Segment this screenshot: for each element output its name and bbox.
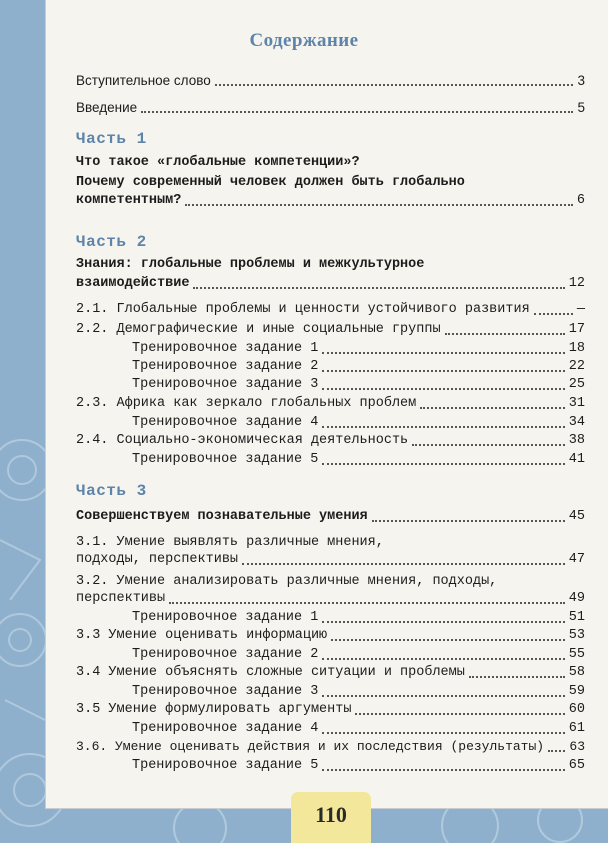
toc-entry-3-2[interactable]: [76, 590, 585, 607]
section-3-2-line-1: 3.2. Умение анализировать различные мнения, подходы,: [76, 574, 498, 589]
entry-page: —: [576, 302, 585, 317]
dot-leader: [193, 287, 564, 289]
entry-page: 61: [568, 721, 585, 736]
toc-entry-2-task-5[interactable]: [132, 451, 585, 468]
part-2-heading: Часть 2: [76, 233, 147, 251]
entry-title: 3.3 Умение оценивать информацию: [76, 628, 328, 643]
entry-title: Тренировочное задание 3: [132, 377, 319, 392]
entry-title: Тренировочное задание 3: [132, 684, 319, 699]
dot-leader: [412, 444, 565, 446]
dot-leader: [548, 750, 565, 752]
entry-page: 65: [568, 758, 585, 773]
entry-title: 2.4. Социально-экономическая деятельность: [76, 433, 409, 448]
entry-page: 18: [568, 341, 585, 356]
entry-title: Тренировочное задание 1: [132, 341, 319, 356]
entry-page: 3: [577, 73, 585, 88]
entry-page: 6: [576, 193, 585, 208]
toc-entry-2-2[interactable]: [76, 321, 585, 338]
entry-title: Тренировочное задание 5: [132, 452, 319, 467]
entry-page: 51: [568, 610, 585, 625]
page-number: 110: [315, 802, 347, 827]
dot-leader: [215, 84, 574, 86]
entry-page: 38: [568, 433, 585, 448]
dot-leader: [322, 463, 564, 465]
page-title: Содержание: [249, 30, 359, 51]
entry-title: 3.4 Умение объяснять сложные ситуации и проблемы: [76, 665, 465, 680]
dot-leader: [372, 520, 565, 522]
entry-title: Тренировочное задание 1: [132, 610, 319, 625]
entry-title: подходы, перспективы: [76, 552, 239, 567]
toc-entry-3-task-4[interactable]: [132, 720, 585, 737]
toc-entry-part-2-main[interactable]: [76, 275, 585, 292]
part-3-heading: Часть 3: [76, 482, 147, 500]
entry-page: 22: [568, 359, 585, 374]
dot-leader: [322, 658, 564, 660]
dot-leader: [322, 370, 564, 372]
entry-page: 49: [568, 591, 585, 606]
entry-title: компетентным?: [76, 193, 182, 208]
toc-entry-2-3[interactable]: [76, 395, 585, 412]
toc-entry-2-task-4[interactable]: [132, 414, 585, 431]
entry-page: 25: [568, 377, 585, 392]
dot-leader: [331, 639, 565, 641]
dot-leader: [169, 602, 565, 604]
entry-page: 17: [568, 322, 585, 337]
dot-leader: [322, 769, 564, 771]
toc-entry-part-1[interactable]: [76, 192, 585, 209]
entry-page: 53: [568, 628, 585, 643]
part-2-main-line-1: Знания: глобальные проблемы и межкультурное: [76, 257, 425, 272]
entry-title: Тренировочное задание 2: [132, 359, 319, 374]
entry-title: 3.5 Умение формулировать аргументы: [76, 702, 352, 717]
page-number-tab: [291, 792, 371, 843]
dot-leader: [322, 732, 564, 734]
dot-leader: [322, 695, 564, 697]
toc-entry-3-1[interactable]: [76, 551, 585, 568]
entry-title: Вступительное слово: [76, 73, 211, 88]
entry-page: 41: [568, 452, 585, 467]
entry-title: перспективы: [76, 591, 166, 606]
dot-leader: [322, 388, 564, 390]
dot-leader: [141, 111, 573, 113]
entry-title: Тренировочное задание 2: [132, 647, 319, 662]
entry-title: Тренировочное задание 5: [132, 758, 319, 773]
dot-leader: [322, 352, 564, 354]
toc-entry-3-4[interactable]: [76, 664, 585, 681]
toc-entry-3-3[interactable]: [76, 627, 585, 644]
dot-leader: [420, 407, 565, 409]
entry-title: 2.1. Глобальные проблемы и ценности устойчивого развития: [76, 302, 530, 317]
entry-title: Совершенствуем познавательные умения: [76, 509, 368, 524]
toc-entry-3-task-1[interactable]: [132, 609, 585, 626]
entry-page: 55: [568, 647, 585, 662]
dot-leader: [185, 204, 573, 206]
dot-leader: [355, 713, 564, 715]
toc-entry-3-5[interactable]: [76, 701, 585, 718]
entry-page: 45: [568, 509, 585, 524]
entry-title: взаимодействие: [76, 276, 190, 291]
entry-page: 63: [569, 739, 585, 754]
dot-leader: [322, 426, 564, 428]
entry-page: 12: [568, 276, 585, 291]
part-1-line-2: Почему современный человек должен быть глобально: [76, 175, 465, 190]
entry-page: 34: [568, 415, 585, 430]
section-3-1-line-1: 3.1. Умение выявлять различные мнения,: [76, 535, 384, 550]
toc-entry-part-3-main[interactable]: [76, 508, 585, 525]
entry-title: Тренировочное задание 4: [132, 721, 319, 736]
toc-entry-3-6[interactable]: [76, 738, 585, 755]
entry-page: 59: [568, 684, 585, 699]
toc-entry-introduction[interactable]: [76, 99, 585, 116]
toc-entry-3-task-3[interactable]: [132, 683, 585, 700]
dot-leader: [445, 333, 565, 335]
part-1-line-1: Что такое «глобальные компетенции»?: [76, 155, 360, 170]
entry-page: 60: [568, 702, 585, 717]
dot-leader: [534, 313, 573, 315]
toc-entry-2-1[interactable]: [76, 301, 585, 318]
dot-leader: [469, 676, 565, 678]
dot-leader: [322, 621, 564, 623]
entry-page: 58: [568, 665, 585, 680]
toc-entry-2-task-1[interactable]: [132, 340, 585, 357]
toc-entry-2-4[interactable]: [76, 432, 585, 449]
entry-title: Введение: [76, 100, 138, 115]
toc-entry-intro-word[interactable]: [76, 72, 585, 89]
toc-entry-2-task-2[interactable]: [132, 358, 585, 375]
toc-entry-2-task-3[interactable]: [132, 376, 585, 393]
entry-title: Тренировочное задание 4: [132, 415, 319, 430]
entry-page: 5: [577, 100, 585, 115]
entry-page: 31: [568, 396, 585, 411]
dot-leader: [242, 563, 565, 565]
entry-title: 2.2. Демографические и иные социальные группы: [76, 322, 441, 337]
toc-entry-3-task-2[interactable]: [132, 646, 585, 663]
entry-title: 3.6. Умение оценивать действия и их последствия (результаты): [76, 739, 545, 754]
entry-title: 2.3. Африка как зеркало глобальных проблем: [76, 396, 417, 411]
part-1-heading: Часть 1: [76, 130, 147, 148]
toc-entry-3-task-5[interactable]: [132, 757, 585, 774]
entry-page: 47: [568, 552, 585, 567]
